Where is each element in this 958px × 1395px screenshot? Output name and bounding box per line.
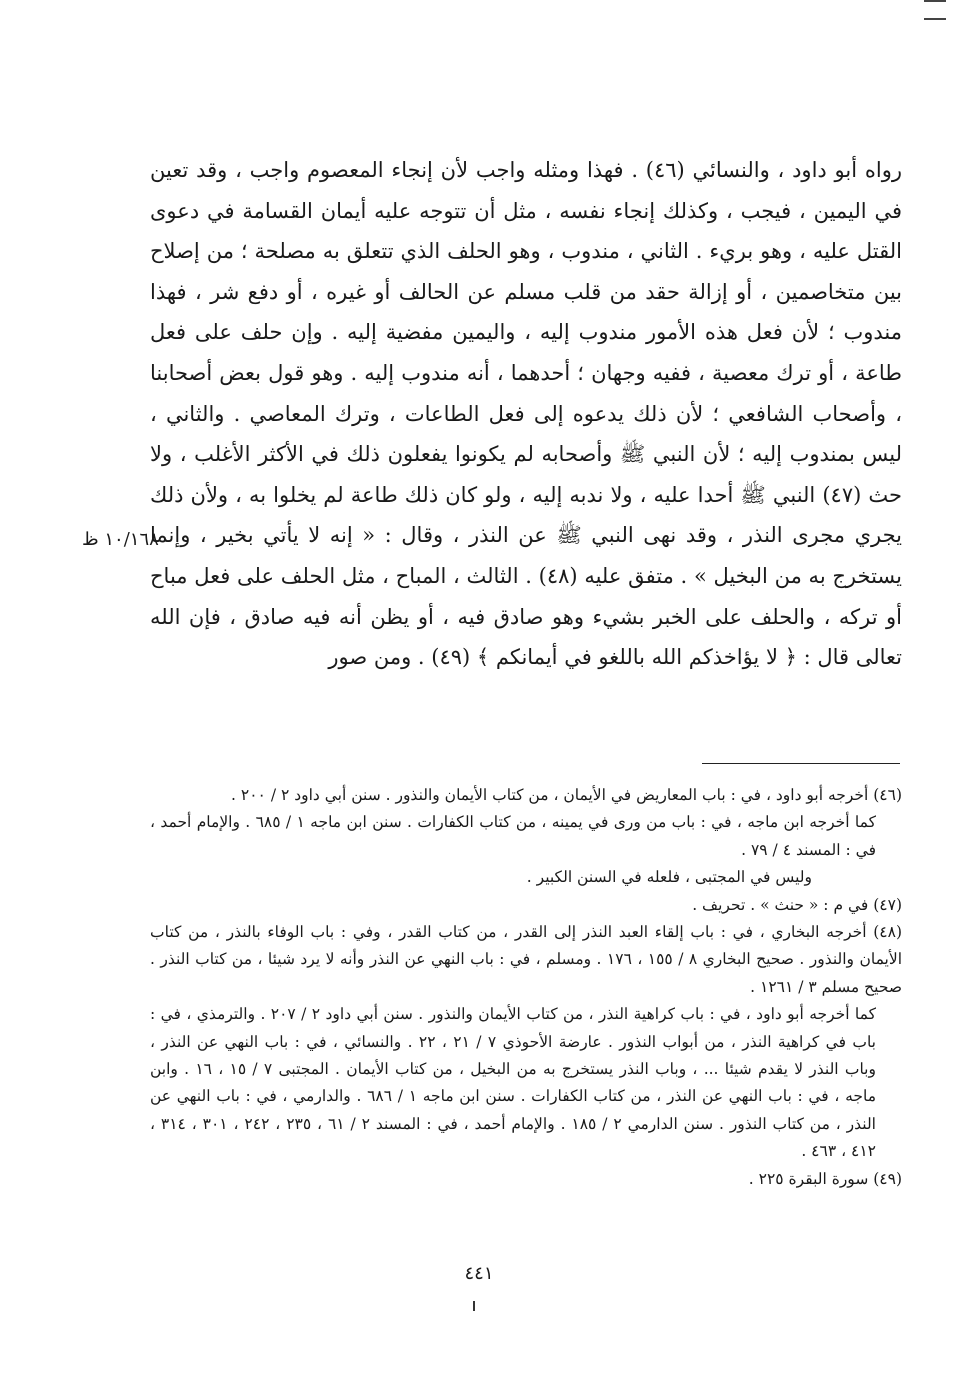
footnote-48: (٤٨) أخرجه البخاري ، في : باب إلقاء العبد النذر إلى القدر ، من كتاب القدر ، وفي : باب الوفاء بالنذر ، من كتاب الأيمان والنذور . صحيح البخاري ٨ / ١٥٥ ، ١٧٦ . ومسلم ، في : باب النهي عن النذر وأنه لا يرد شيئا ، من كتاب النذر . صحيح مسلم ٣ / ١٢٦١ . <box>150 923 903 996</box>
footnotes-block <box>150 782 902 1193</box>
manuscript-folio-note: ١٠/١٦٨ ظ <box>82 529 159 550</box>
page-number: ٤٤١ <box>464 1263 494 1284</box>
footnote-46: (٤٦) أخرجه أبو داود ، في : باب المعاريض في الأيمان ، من كتاب الأيمان والنذور . سنن أبي داود ٢ / ٢٠٠ . <box>231 786 902 804</box>
footnote-46-remark: وليس في المجتبى ، فلعله في السنن الكبير . <box>526 868 812 887</box>
main-paragraph: رواه أبو داود ، والنسائي (٤٦) . فهذا ومثله واجب لأن إنجاء المعصوم واجب ، وقد تعين في اليمين ، فيجب ، وكذلك إنجاء نفسه ، مثل أن تتوجه عليه أيمان القسامة في دعوى القتل عليه ، وهو بريء . الثاني ، مندوب ، وهو الحلف الذي تتعلق به مصلحة ؛ من إصلاح بين متخاصمين ، أو إزالة حقد من قلب مسلم عن الحالف أو غيره ، أو دفع شر ، فهذا مندوب ؛ لأن فعل هذه الأمور مندوب إليه ، واليمين مفضية إليه . وإن حلف على فعل طاعة ، أو ترك معصية ، ففيه وجهان ؛ أحدهما ، أنه مندوب إليه . وهو قول بعض أصحابنا ، وأصحاب الشافعي ؛ لأن ذلك يدعوه إلى فعل الطاعات ، وترك المعاصي . والثاني ، ليس بمندوب إليه ؛ لأن النبي ﷺ وأصحابه لم يكونوا يفعلون ذلك في الأكثر الأغلب ، ولا حث (٤٧) النبي ﷺ أحدا عليه ، ولا ندبه إليه ، ولو كان ذلك طاعة لم يخلوا به ، ولأن ذلك يجري مجرى النذر ، وقد نهى النبي ﷺ عن النذر ، وقال : « إنه لا يأتي بخير ، وإنما يستخرج به من البخيل » . متفق عليه (٤٨) . الثالث ، المباح ، مثل الحلف على فعل مباح أو تركه ، والحلف على الخبر بشيء وهو صادق فيه ، أو يظن أنه فيه صادق ، فإن الله تعالى قال : ﴿ لا يؤاخذكم الله باللغو في أيمانكم ﴾ (٤٩) . ومن صور <box>150 158 902 670</box>
footnote-47: (٤٧) في م : « حنث » . تحريف . <box>692 895 902 914</box>
footnote-48-continued: كما أخرجه أبو داود ، في : باب كراهية النذر ، من كتاب الأيمان والنذور . سنن أبي داود ٢ / ٢٠٧ . والترمذي ، في : باب في كراهية النذر ، من أبواب النذور . عارضة الأحوذي ٧ / ٢١ ، ٢٢ . والنسائي ، في : باب النهي عن النذر ، وباب النذر لا يقدم شيئا ... ، وباب النذر يستخرج به من البخيل ، من كتاب الأيمان . المجتبى ٧ / ١٥ ، ١٦ . وابن ماجه ، في : باب النهي عن النذر ، من كتاب الكفارات . سنن ابن ماجه ١ / ٦٨٦ . والدارمي ، في : باب النهي عن النذر ، من كتاب النذور . سنن الدارمي ٢ / ١٨٥ . والإمام أحمد ، في : المسند ٢ / ٦١ ، ٢٣٥ ، ٢٤٢ ، ٣٠١ ، ٣١٤ ، ٤١٢ ، ٤٦٣ . <box>150 1005 876 1161</box>
main-text-block <box>150 150 902 678</box>
footnote-49: (٤٩) سورة البقرة ٢٢٥ . <box>748 1169 902 1188</box>
corner-mark <box>924 0 946 20</box>
footnote-46-continued: كما أخرجه ابن ماجه ، في : باب من ورى في يمينه ، من كتاب الكفارات . سنن ابن ماجه ١ / ٦٨٥ . والإمام أحمد ، في : المسند ٤ / ٧٩ . <box>150 813 876 859</box>
bottom-mark <box>473 1301 475 1311</box>
footnote-separator <box>702 763 900 764</box>
